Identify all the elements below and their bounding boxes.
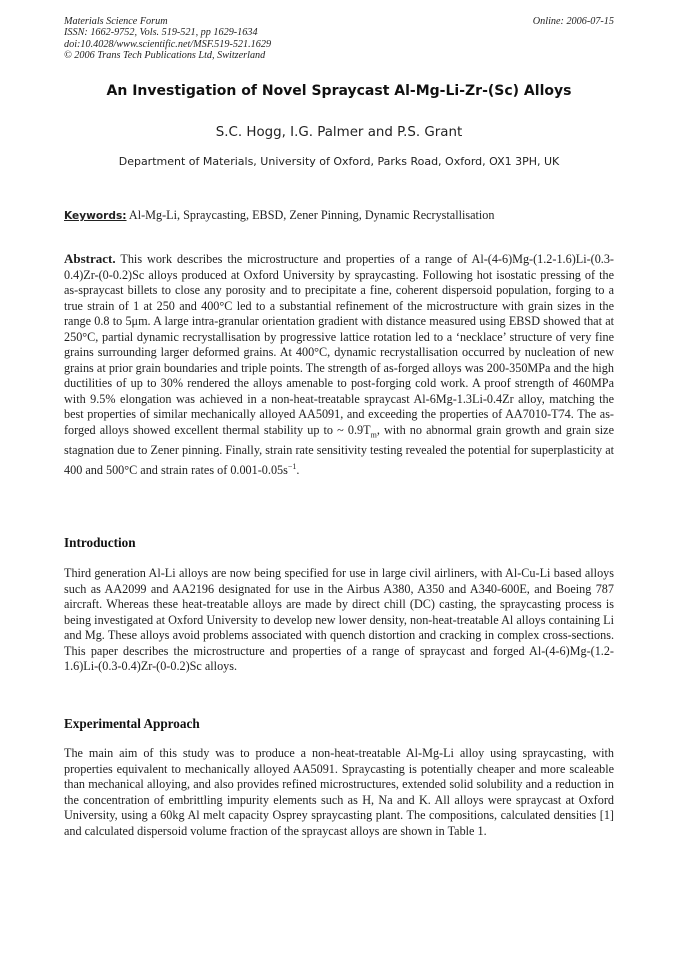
paper-title: An Investigation of Novel Spraycast Al-Mg-Li-Zr-(Sc) Alloys [106,83,572,99]
introduction-heading: Introduction [64,535,136,550]
abstract-label: Abstract. [64,251,116,266]
journal-name: Materials Science Forum [64,16,168,27]
journal-header [64,16,271,62]
keywords-text: Al-Mg-Li, Spraycasting, EBSD, Zener Pinning, Dynamic Recrystallisation [128,208,495,222]
experimental-heading: Experimental Approach [64,716,200,731]
doi-line: doi:10.4028/www.scientific.net/MSF.519-521.1629 [64,38,272,50]
abstract-superscript: −1 [287,461,297,471]
copyright-line: © 2006 Trans Tech Publications Ltd, Switzerland [64,50,266,62]
abstract-subscript-m: m [370,430,377,440]
abstract-text-1: This work describes the microstructure and properties of a range of Al-(4-6)Mg-(1.2-1.6)Li-(0.3-0.4)Zr-(0-0.2)Sc alloys produced at Oxford University by spraycasting. Following hot isostatic pressing of the as-spraycast billets to close any porosity and to precipitate a fine, coherent dispersoid population, forging to a true strain of 1 at 250 and 400°C led to a substantial refinement of the microstructure with grain sizes in the range 0.8 to 5μm. A large intra-granular orientation gradient with distance measured using EBSD showed that at 250°C, partial dynamic recrystallisation by progressive lattice rotation led to a ‘necklace’ structure of very fine grains surrounding larger deformed grains. At 400°C, dynamic recrystallisation occurred by nucleation of new grains at prior grain boundaries and triple points. The strength of as-forged alloys was 200-350MPa and the high ductilities of up to 30% rendered the alloys amenable to post-forging cold work. A proof strength of 460MPa with 9.5% elongation was achieved in a non-heat-treatable spraycast Al-6Mg-1.3Li-0.4Zr alloy, matching the best properties of similar mechanically alloyed AA5091, and exceeding the properties of AA7010-T74. The as-forged alloys showed excellent thermal stability up to ~ 0.9T [64,252,614,438]
introduction-paragraph: Third generation Al-Li alloys are now being specified for use in large civil airliners, with Al-Cu-Li based alloys such as AA2099 and AA2196 designated for use in the Airbus A380, A350 and A340-600E, and Boeing 787 aircraft. Whereas these heat-treatable alloys are made by direct chill (DC) casting, the spraycasting process is being investigated at Oxford University to develop new lower density, non-heat-treatable Al alloys containing Li and Mg. These alloys avoid problems associated with quench distortion and cracking in complex cross-sections. This paper describes the microstructure and properties of a range of spraycast and forged Al-(4-6)Mg-(1.2-1.6)Li-(0.3-0.4)Zr-(0-0.2)Sc alloys. [64,566,614,674]
experimental-paragraph: The main aim of this study was to produce a non-heat-treatable Al-Mg-Li alloy using spraycasting, with properties equivalent to mechanically alloyed AA5091. Spraycasting is potentially cheaper and more scaleable than mechanical alloying, and also provides refined microstructures, extended solid solubility and a reduction in the concentration of embrittling impurity elements such as H, Na and K. All alloys were spraycast at Oxford University, using a 60kg Al melt capacity Osprey spraycasting plant. The compositions, calculated densities [1] and calculated dispersoid volume fraction of the spraycast alloys are shown in Table 1. [64,746,614,838]
online-date: Online: 2006-07-15 [532,16,614,27]
abstract-text-3: . [296,462,300,477]
affiliation: Department of Materials, University of Oxford, Parks Road, Oxford, OX1 3PH, UK [118,155,560,168]
author-list: S.C. Hogg, I.G. Palmer and P.S. Grant [215,125,463,140]
keywords-line [64,208,614,223]
abstract-text-2: , with no abnormal grain growth and grain size stagnation due to Zener pinning. Finally, strain rate sensitivity testing revealed the potential for superplasticity at 400 and 500°C and strain rates of 0.001-0.05s [64,423,614,477]
issn-line: ISSN: 1662-9752, Vols. 519-521, pp 1629-1634 [64,27,258,39]
keywords-label: Keywords: [64,210,127,222]
abstract-paragraph [64,251,614,478]
